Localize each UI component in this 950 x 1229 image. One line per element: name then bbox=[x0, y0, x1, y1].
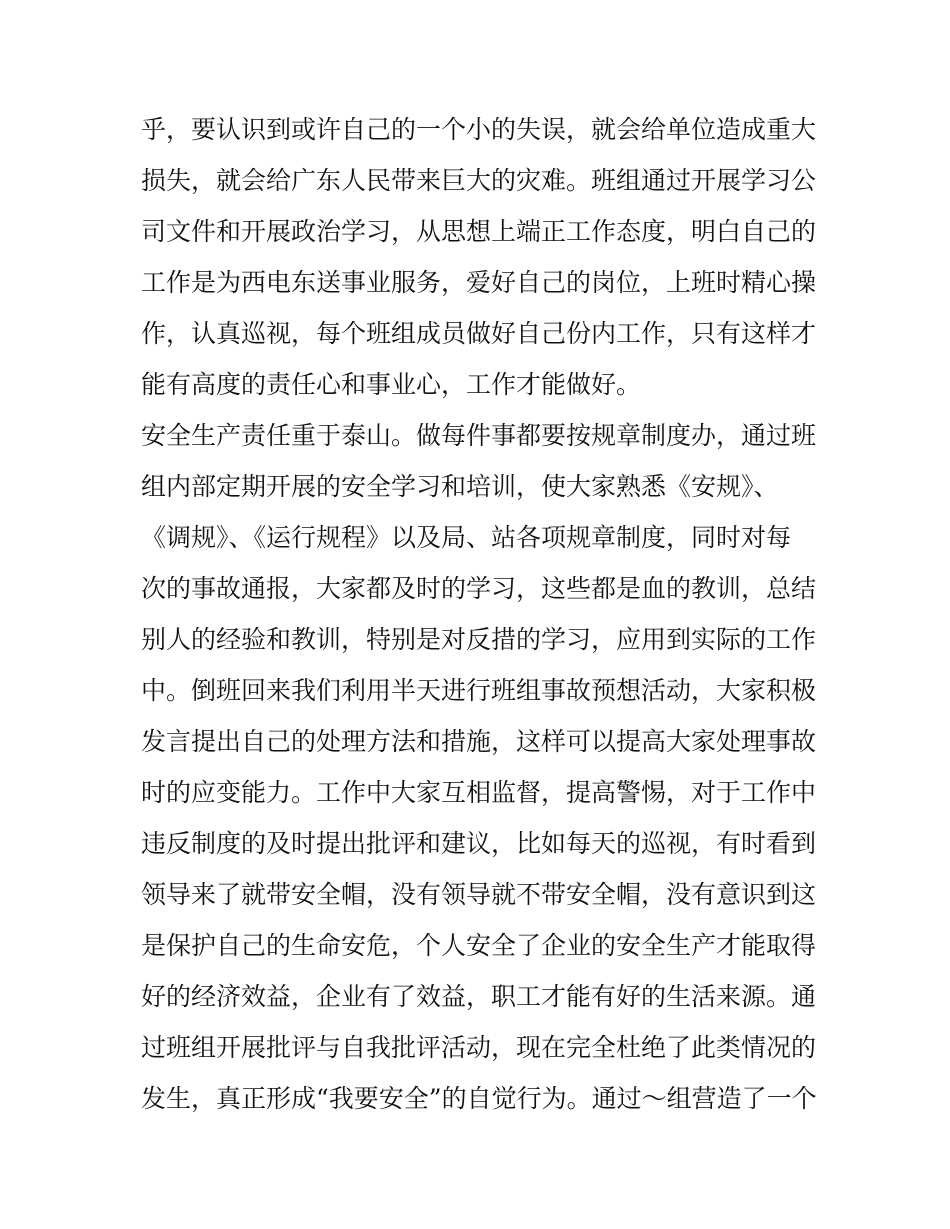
text-line: 次的事故通报，大家都及时的学习，这些都是血的教训，总结 bbox=[141, 574, 817, 603]
text-line: 安全生产责任重于泰山。做每件事都要按规章制度办，通过班 bbox=[141, 421, 817, 450]
text-line: 作，认真巡视，每个班组成员做好自己份内工作，只有这样才 bbox=[141, 319, 817, 348]
text-line: 好的经济效益，企业有了效益，职工才能有好的生活来源。通 bbox=[141, 982, 817, 1011]
text-line: 工作是为西电东送事业服务，爱好自己的岗位，上班时精心操 bbox=[141, 268, 817, 297]
text-line: 领导来了就带安全帽，没有领导就不带安全帽，没有意识到这 bbox=[141, 880, 817, 909]
text-line: 乎，要认识到或许自己的一个小的失误，就会给单位造成重大 bbox=[141, 115, 817, 144]
text-line: 发言提出自己的处理方法和措施，这样可以提高大家处理事故 bbox=[141, 727, 817, 756]
text-line: 能有高度的责任心和事业心，工作才能做好。 bbox=[141, 370, 642, 399]
text-line: 《调规》、《运行规程》以及局、站各项规章制度，同时对每 bbox=[141, 523, 792, 552]
text-line: 别人的经验和教训，特别是对反措的学习，应用到实际的工作 bbox=[141, 625, 817, 654]
text-line: 违反制度的及时提出批评和建议，比如每天的巡视，有时看到 bbox=[141, 829, 817, 858]
text-line: 组内部定期开展的安全学习和培训，使大家熟悉《安规》、 bbox=[141, 472, 779, 501]
text-line: 损失，就会给广东人民带来巨大的灾难。班组通过开展学习公 bbox=[141, 166, 817, 195]
text-line: 是保护自己的生命安危，个人安全了企业的安全生产才能取得 bbox=[141, 931, 817, 960]
text-line: 发生，真正形成“我要安全”的自觉行为。通过～组营造了一个 bbox=[141, 1084, 817, 1113]
text-line: 中。倒班回来我们利用半天进行班组事故预想活动，大家积极 bbox=[141, 676, 817, 705]
text-line: 过班组开展批评与自我批评活动，现在完全杜绝了此类情况的 bbox=[141, 1033, 817, 1062]
text-line: 时的应变能力。工作中大家互相监督，提高警惕，对于工作中 bbox=[141, 778, 817, 807]
text-line: 司文件和开展政治学习，从思想上端正工作态度，明白自己的 bbox=[141, 217, 817, 246]
